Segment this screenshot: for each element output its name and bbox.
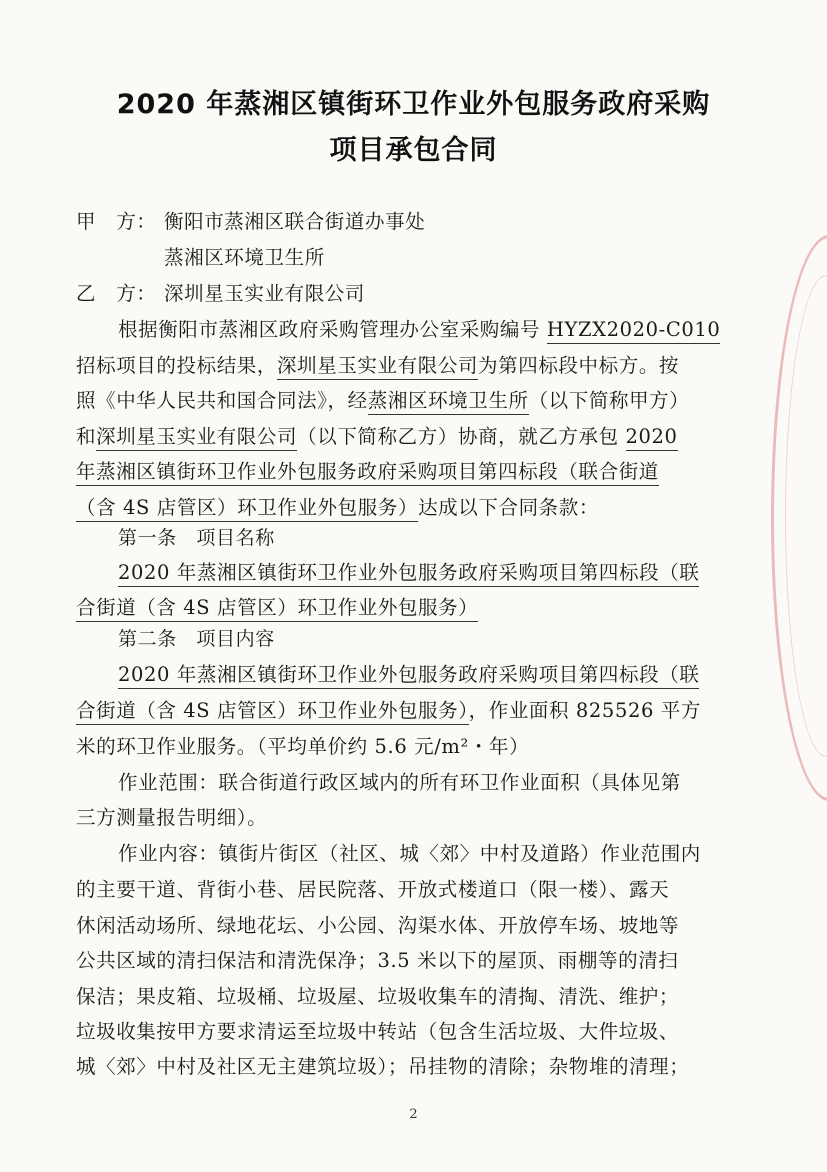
party-b-label: 乙 方： xyxy=(76,282,157,305)
intro-line-3 xyxy=(76,391,746,411)
intro-text: （以下简称甲方） xyxy=(528,389,690,412)
party-a-name-1: 衡阳市蒸湘区联合街道办事处 xyxy=(164,210,426,233)
intro-text: （以下简称乙方）协商，就乙方承包 xyxy=(297,425,626,448)
scope-line-1: 作业范围：联合街道行政区域内的所有环卫作业面积（具体见第 xyxy=(118,771,681,794)
party-a-label: 甲 方： xyxy=(76,210,157,233)
article-1-project-name-cont: 合街道（含 4S 店管区）环卫作业外包服务） xyxy=(76,596,478,622)
article-2-heading: 第二条 项目内容 xyxy=(118,628,275,650)
content-line-4: 公共区域的清扫保洁和清洗保净；3.5 米以下的屋顶、雨棚等的清扫 xyxy=(76,949,679,972)
content-line-2: 的主要干道、背街小巷、居民院落、开放式楼道口（限一楼）、露天 xyxy=(76,878,670,901)
party-a-name-2: 蒸湘区环境卫生所 xyxy=(164,246,325,269)
intro-line-6 xyxy=(76,498,746,518)
content-line-7: 城〈郊〉中村及社区无主建筑垃圾）；吊挂物的清除；杂物堆的清理； xyxy=(76,1055,690,1078)
intro-line-5 xyxy=(76,462,746,482)
intro-text: 和 xyxy=(76,425,97,448)
article-2-line-3: 米的环卫作业服务。（平均单价约 5.6 元/m²・年） xyxy=(76,735,530,758)
intro-text: 达成以下合同条款： xyxy=(418,496,599,519)
project-year: 2020 xyxy=(626,425,678,451)
winner-name: 深圳星玉实业有限公司 xyxy=(277,354,478,380)
intro-text: 招标项目的投标结果， xyxy=(76,354,278,377)
party-a-short-name: 蒸湘区环境卫生所 xyxy=(368,389,529,415)
article-1-line-2 xyxy=(76,598,746,618)
intro-line-1 xyxy=(118,320,788,340)
intro-line-4 xyxy=(76,427,746,447)
document-title-line-2: 项目承包合同 xyxy=(329,135,498,166)
article-2-project-name: 2020 年蒸湘区镇街环卫作业外包服务政府采购项目第四标段（联 xyxy=(118,663,699,689)
party-b-short-name: 深圳星玉实业有限公司 xyxy=(96,425,297,451)
content-line-5: 保洁；果皮箱、垃圾桶、垃圾屋、垃圾收集车的清掏、清洗、维护； xyxy=(76,985,680,1008)
article-2-project-name-cont: 合街道（含 4S 店管区）环卫作业外包服务） xyxy=(76,699,469,725)
document-title-line-1: 2020 年蒸湘区镇街环卫作业外包服务政府采购 xyxy=(116,89,711,120)
content-line-1: 作业内容：镇街片街区（社区、城〈郊〉中村及道路）作业范围内 xyxy=(118,842,701,865)
scope-line-2: 三方测量报告明细）。 xyxy=(76,806,268,829)
intro-text: 为第四标段中标方。按 xyxy=(478,354,680,377)
project-name-cont: （含 4S 店管区）环卫作业外包服务） xyxy=(76,496,418,522)
party-a-line-2 xyxy=(76,248,746,268)
intro-text: 根据衡阳市蒸湘区政府采购管理办公室采购编号 xyxy=(118,318,547,341)
work-area: ，作业面积 825526 平方 xyxy=(468,699,701,722)
party-b-line xyxy=(76,284,746,304)
procurement-number: HYZX2020-C010 xyxy=(547,318,720,344)
project-name: 年蒸湘区镇街环卫作业外包服务政府采购项目第四标段（联合街道 xyxy=(76,460,659,486)
article-1-project-name: 2020 年蒸湘区镇街环卫作业外包服务政府采购项目第四标段（联 xyxy=(118,561,699,587)
intro-text: 照《中华人民共和国合同法》，经 xyxy=(76,389,368,412)
article-2-line-1 xyxy=(118,665,788,685)
content-line-6: 垃圾收集按甲方要求清运至垃圾中转站（包含生活垃圾、大件垃圾、 xyxy=(76,1020,680,1043)
party-b-name: 深圳星玉实业有限公司 xyxy=(164,282,366,305)
page-number: 2 xyxy=(409,1107,418,1122)
article-1-line-1 xyxy=(118,563,788,583)
article-2-line-2 xyxy=(76,701,746,721)
party-a-line-1 xyxy=(76,212,746,232)
intro-line-2 xyxy=(76,356,746,376)
content-line-3: 休闲活动场所、绿地花坛、小公园、沟渠水体、开放停车场、坡地等 xyxy=(76,914,680,937)
article-1-heading: 第一条 项目名称 xyxy=(118,527,275,549)
